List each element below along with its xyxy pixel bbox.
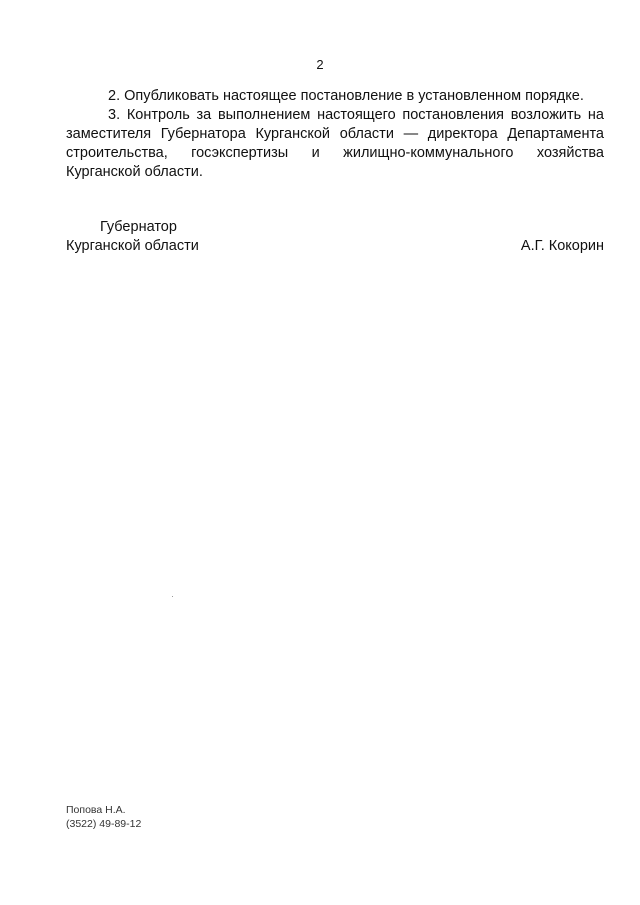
signature-row xyxy=(66,237,604,256)
signatory-position: Губернатор xyxy=(100,219,177,235)
footer-phone: (3522) 49-89-12 xyxy=(66,818,142,830)
footer-contact xyxy=(66,803,141,831)
footer-author: Попова Н.А. xyxy=(66,804,126,816)
paragraph-publish: 2. Опубликовать настоящее постановление в установленном порядке. xyxy=(108,88,584,104)
signatory-region: Курганской области xyxy=(66,238,199,254)
signatory-name: А.Г. Кокорин xyxy=(520,238,604,254)
scan-artifact-dot xyxy=(172,596,173,597)
document-body xyxy=(66,87,604,182)
page-number: 2 xyxy=(316,57,324,72)
paragraph-control: 3. Контроль за выполнением настоящего постановления возложить на заместителя Губернатора Курганской области — директора Департамента строительства, госэкспертизы и жилищно-коммунального хозяйства Курганской области. xyxy=(66,107,604,180)
signature-block xyxy=(66,218,604,256)
